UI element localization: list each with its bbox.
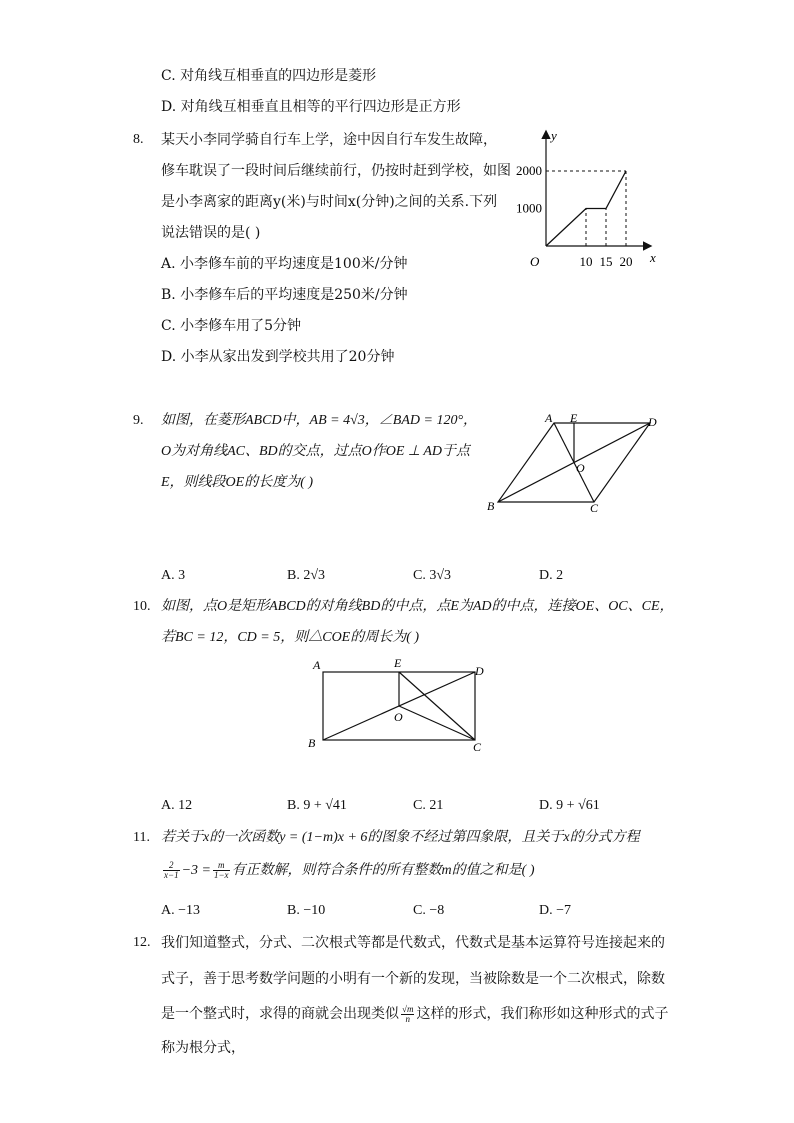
q11-frac2-denominator: 1−x <box>213 870 229 881</box>
q8-number: 8. <box>133 132 144 147</box>
q12-frac-denominator: n <box>405 1013 410 1024</box>
q8-x-tick-10: 10 <box>579 254 593 269</box>
q10-label-o: O <box>394 710 403 724</box>
q8-stem-line1: 某天小李同学骑自行车上学，途中因自行车发生故障， <box>161 132 497 148</box>
q9-label-d: D <box>648 415 657 429</box>
q11-stem-line2 <box>161 860 535 882</box>
q9-option-d: D. 2 <box>539 568 564 583</box>
q9-rhombus-figure <box>484 410 664 520</box>
q12-stem-line1: 我们知道整式，分式、二次根式等都是代数式，代数式是基本运算符号连接起来的 <box>161 935 665 951</box>
q8-stem-line3: 是小李离家的距离y(米)与时间x(分钟)之间的关系.下列 <box>161 194 498 210</box>
q8-origin-label: O <box>530 254 540 269</box>
q11-fraction-2 <box>213 861 230 880</box>
q12-line3-tail: 这样的形式，我们称形如这种形式的式子 <box>416 1006 669 1022</box>
q9-label-b: B <box>487 499 495 513</box>
q10-segment-ce <box>399 672 475 740</box>
q12-frac-numerator: √m <box>402 1003 414 1014</box>
q10-label-b: B <box>308 736 316 750</box>
q12-stem-line4: 称为根分式， <box>161 1040 245 1056</box>
q9-option-c: C. 3√3 <box>413 568 452 583</box>
q8-x-tick-15: 15 <box>599 254 613 269</box>
q11-option-c: C. −8 <box>413 903 445 918</box>
q10-label-c: C <box>473 740 482 754</box>
q11-number: 11. <box>133 830 150 845</box>
q9-number: 9. <box>133 413 144 428</box>
q8-x-axis-label: x <box>650 250 656 265</box>
q12-line3-head: 是一个整式时，求得的商就会出现类似 <box>161 1006 399 1022</box>
q8-option-d: D. 小李从家出发到学校共用了20分钟 <box>161 349 395 365</box>
q11-frac1-numerator: 2 <box>163 861 180 871</box>
q8-distance-time-graph <box>510 126 670 276</box>
q10-option-d: D. 9 + √61 <box>539 798 600 813</box>
q11-frac1-denominator: x−1 <box>164 870 179 881</box>
q7-option-c: C. 对角线互相垂直的四边形是菱形 <box>161 68 377 84</box>
q9-label-a: A <box>545 411 553 425</box>
q9-option-a: A. 3 <box>161 568 186 583</box>
q8-option-a: A. 小李修车前的平均速度是100米/分钟 <box>161 256 408 272</box>
q8-x-tick-20: 20 <box>619 254 633 269</box>
q11-option-a: A. −13 <box>161 903 201 918</box>
q10-option-a: A. 12 <box>161 798 193 813</box>
q8-y-tick-1000: 1000 <box>516 200 542 216</box>
q12-number: 12. <box>133 935 151 950</box>
q8-stem-line4: 说法错误的是( ) <box>161 225 261 241</box>
q9-label-o: O <box>576 461 585 475</box>
q8-y-tick-2000: 2000 <box>516 163 542 178</box>
q10-option-c: C. 21 <box>413 798 444 813</box>
q7-option-d: D. 对角线互相垂直且相等的平行四边形是正方形 <box>161 99 461 115</box>
q10-label-d: D <box>475 664 484 678</box>
q9-stem-line1: 如图，在菱形ABCD中，AB = 4√3，∠BAD = 120°， <box>161 413 478 428</box>
q11-option-d: D. −7 <box>539 903 572 918</box>
q11-option-b: B. −10 <box>287 903 326 918</box>
q11-stem-tail: 有正数解，则符合条件的所有整数m的值之和是( ) <box>231 863 535 878</box>
q8-y-axis-label: y <box>551 128 557 143</box>
q11-stem-line1: 若关于x的一次函数y = (1−m)x + 6的图象不经过第四象限，且关于x的分式方程 <box>161 830 640 845</box>
q9-stem-line3: E，则线段OE的长度为( ) <box>161 475 314 490</box>
q9-stem-line2: O为对角线AC、BD的交点，过点O作OE ⊥ AD于点 <box>161 444 471 459</box>
q10-number: 10. <box>133 599 151 614</box>
q11-equation-mid: −3 = <box>181 863 211 878</box>
q9-option-b: B. 2√3 <box>287 568 326 583</box>
q9-label-c: C <box>590 501 599 515</box>
q8-option-c: C. 小李修车用了5分钟 <box>161 318 302 334</box>
q12-stem-line3 <box>161 1003 668 1025</box>
q9-label-e: E <box>570 411 578 425</box>
q10-segment-oc <box>399 706 475 740</box>
q10-stem-line2: 若BC = 12，CD = 5，则△COE的周长为( ) <box>161 630 420 645</box>
q12-root-fraction <box>401 1005 414 1024</box>
q11-frac2-numerator: m <box>213 861 230 871</box>
q10-option-b: B. 9 + √41 <box>287 798 347 813</box>
q8-option-b: B. 小李修车后的平均速度是250米/分钟 <box>161 287 408 303</box>
q10-rectangle-figure <box>305 655 490 755</box>
q8-stem-line2: 修车耽误了一段时间后继续前行，仍按时赶到学校，如图 <box>161 163 511 179</box>
q11-fraction-1 <box>163 861 180 880</box>
q10-label-e: E <box>394 656 402 670</box>
q10-stem-line1: 如图，点O是矩形ABCD的对角线BD的中点，点E为AD的中点，连接OE、OC、CE， <box>161 599 674 614</box>
q10-label-a: A <box>313 658 321 672</box>
q8-data-line <box>546 171 626 246</box>
q12-stem-line2: 式子，善于思考数学问题的小明有一个新的发现，当被除数是一个二次根式，除数 <box>161 971 665 987</box>
